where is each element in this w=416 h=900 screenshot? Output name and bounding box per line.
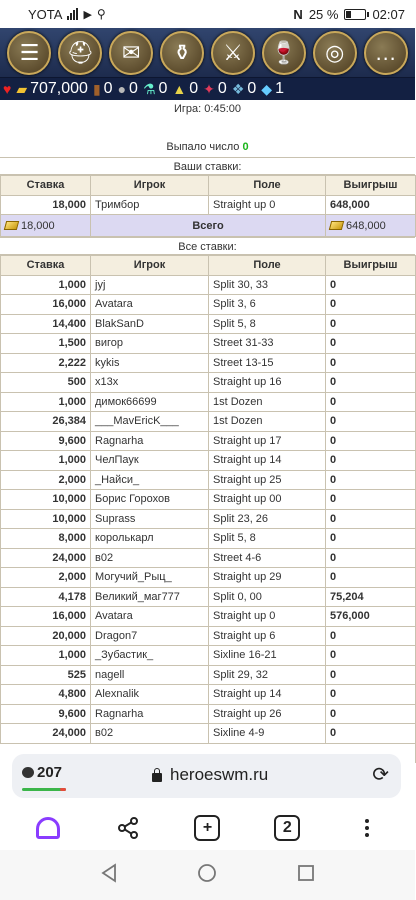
alice-icon bbox=[36, 817, 60, 839]
bet-cell: 14,400 bbox=[1, 314, 91, 334]
win-cell: 0 bbox=[326, 314, 416, 334]
bet-cell: 18,000 bbox=[1, 195, 91, 215]
player-cell[interactable]: Alexnalik bbox=[91, 685, 209, 705]
win-cell: 0 bbox=[326, 646, 416, 666]
table-header bbox=[1, 176, 416, 196]
player-cell[interactable]: ЧелПаук bbox=[91, 451, 209, 471]
player-cell[interactable]: Avatara bbox=[91, 295, 209, 315]
bet-cell: 500 bbox=[1, 373, 91, 393]
wood-icon: ▮ bbox=[92, 80, 101, 97]
diamond-amount: 1 bbox=[275, 80, 284, 97]
bet-cell: 20,000 bbox=[1, 626, 91, 646]
bet-cell: 16,000 bbox=[1, 607, 91, 627]
player-cell[interactable]: в02 bbox=[91, 724, 209, 744]
menu-icon[interactable]: ☰ bbox=[7, 31, 51, 75]
win-cell: 0 bbox=[326, 665, 416, 685]
player-cell[interactable]: Могучий_Рыц_ bbox=[91, 568, 209, 588]
roulette-results bbox=[0, 100, 415, 744]
win-cell: 0 bbox=[326, 685, 416, 705]
table-row bbox=[1, 490, 416, 510]
ore-amount: 0 bbox=[129, 80, 138, 97]
signal-icon bbox=[67, 8, 78, 20]
field-cell: Split 23, 26 bbox=[209, 509, 326, 529]
table-row bbox=[1, 704, 416, 724]
gold-icon: ▰ bbox=[16, 80, 28, 97]
crystal-amount: 0 bbox=[217, 80, 227, 97]
player-cell[interactable]: Великий_маг777 bbox=[91, 587, 209, 607]
game-menu bbox=[0, 28, 415, 78]
system-nav-bar bbox=[0, 850, 415, 900]
sulfur-icon: ▲ bbox=[172, 81, 187, 97]
total-bet bbox=[1, 215, 91, 237]
total-win bbox=[326, 215, 416, 237]
bet-cell: 8,000 bbox=[1, 529, 91, 549]
hero-icon[interactable]: ⛑ bbox=[58, 31, 102, 75]
bet-cell: 1,000 bbox=[1, 392, 91, 412]
win-cell: 0 bbox=[326, 295, 416, 315]
win-cell: 648,000 bbox=[326, 195, 416, 215]
bet-cell: 24,000 bbox=[1, 548, 91, 568]
win-cell: 0 bbox=[326, 548, 416, 568]
chat-icon[interactable]: … bbox=[364, 31, 408, 75]
resource-bar bbox=[0, 78, 415, 100]
field-cell: Street 4-6 bbox=[209, 548, 326, 568]
bet-cell: 2,000 bbox=[1, 470, 91, 490]
roulette-icon[interactable]: ◎ bbox=[313, 31, 357, 75]
table-row bbox=[1, 295, 416, 315]
share-button[interactable] bbox=[108, 808, 148, 848]
win-cell: 0 bbox=[326, 392, 416, 412]
gems-amount: 0 bbox=[247, 80, 257, 97]
total-row bbox=[1, 215, 416, 237]
col-bet: Ставка bbox=[1, 256, 91, 276]
battery-percent: 25 % bbox=[308, 6, 339, 22]
field-cell: Straight up 14 bbox=[209, 451, 326, 471]
col-win: Выигрыш bbox=[326, 176, 416, 196]
field-cell: Street 31-33 bbox=[209, 334, 326, 354]
result-label: Выпало число bbox=[166, 141, 240, 153]
win-cell: 0 bbox=[326, 724, 416, 744]
col-player: Игрок bbox=[91, 256, 209, 276]
map-icon[interactable]: ✉ bbox=[109, 31, 153, 75]
bet-cell: 9,600 bbox=[1, 431, 91, 451]
more-icon bbox=[365, 819, 369, 837]
table-row bbox=[1, 607, 416, 627]
bet-cell: 525 bbox=[1, 665, 91, 685]
player-cell[interactable]: Тримбор bbox=[91, 195, 209, 215]
player-cell[interactable]: x13x bbox=[91, 373, 209, 393]
table-header bbox=[1, 256, 416, 276]
field-cell: 1st Dozen bbox=[209, 392, 326, 412]
tab-count: 2 bbox=[274, 815, 300, 841]
alice-button[interactable] bbox=[28, 808, 68, 848]
table-row bbox=[1, 529, 416, 549]
total-win-value: 648,000 bbox=[346, 219, 386, 232]
game-time: Игра: 0:45:00 bbox=[174, 103, 241, 115]
win-cell: 576,000 bbox=[326, 607, 416, 627]
player-cell[interactable]: Борис Горохов bbox=[91, 490, 209, 510]
battery-icon bbox=[344, 9, 366, 20]
table-row bbox=[1, 314, 416, 334]
table-row bbox=[1, 373, 416, 393]
back-button[interactable] bbox=[100, 863, 118, 888]
more-menu-button[interactable] bbox=[347, 808, 387, 848]
tabs-button[interactable] bbox=[267, 808, 307, 848]
search-icon: ⚲ bbox=[96, 7, 106, 21]
clock: 02:07 bbox=[372, 6, 405, 22]
field-cell: Straight up 6 bbox=[209, 626, 326, 646]
col-field: Поле bbox=[209, 176, 326, 196]
table-row bbox=[1, 195, 416, 215]
win-cell: 0 bbox=[326, 529, 416, 549]
win-cell: 0 bbox=[326, 334, 416, 354]
player-cell[interactable]: nagell bbox=[91, 665, 209, 685]
field-cell: Split 5, 8 bbox=[209, 529, 326, 549]
crystal-icon: ✦ bbox=[203, 80, 215, 97]
bet-cell: 1,000 bbox=[1, 646, 91, 666]
win-cell: 0 bbox=[326, 353, 416, 373]
win-cell: 0 bbox=[326, 490, 416, 510]
mercury-amount: 0 bbox=[158, 80, 168, 97]
player-cell[interactable]: BlakSanD bbox=[91, 314, 209, 334]
table-row bbox=[1, 451, 416, 471]
table-row bbox=[1, 685, 416, 705]
plus-icon: + bbox=[194, 815, 220, 841]
browser-toolbar bbox=[0, 806, 415, 850]
win-cell: 75,204 bbox=[326, 587, 416, 607]
all-bets-table bbox=[0, 255, 416, 763]
col-field: Поле bbox=[209, 256, 326, 276]
load-progress bbox=[22, 788, 66, 791]
player-cell[interactable]: димок66699 bbox=[91, 392, 209, 412]
field-cell: Straight up 14 bbox=[209, 685, 326, 705]
player-cell[interactable]: вигор bbox=[91, 334, 209, 354]
browser-bar bbox=[0, 744, 415, 806]
gold-icon bbox=[329, 221, 344, 230]
player-cell[interactable]: kykis bbox=[91, 353, 209, 373]
table-row bbox=[1, 392, 416, 412]
table-row bbox=[1, 724, 416, 744]
player-cell[interactable]: Dragon7 bbox=[91, 626, 209, 646]
result-number: 0 bbox=[242, 141, 249, 153]
table-row bbox=[1, 626, 416, 646]
bet-cell: 1,000 bbox=[1, 275, 91, 295]
player-cell[interactable]: Ragnarha bbox=[91, 431, 209, 451]
table-row bbox=[1, 548, 416, 568]
win-cell: 0 bbox=[326, 373, 416, 393]
battles-icon[interactable]: ⚔ bbox=[211, 31, 255, 75]
win-cell: 0 bbox=[326, 470, 416, 490]
sulfur-amount: 0 bbox=[189, 80, 199, 97]
diamond-icon: ◆ bbox=[261, 80, 273, 97]
bet-cell: 4,800 bbox=[1, 685, 91, 705]
tavern-icon[interactable]: 🍷 bbox=[262, 31, 306, 75]
player-cell[interactable]: королькарл bbox=[91, 529, 209, 549]
all-bets-caption: Все ставки: bbox=[0, 237, 415, 255]
table-row bbox=[1, 470, 416, 490]
win-cell: 0 bbox=[326, 568, 416, 588]
gems-icon: ❖ bbox=[231, 80, 245, 97]
field-cell: Sixline 4-9 bbox=[209, 724, 326, 744]
table-row bbox=[1, 412, 416, 432]
status-bar bbox=[0, 0, 415, 28]
field-cell: Split 29, 32 bbox=[209, 665, 326, 685]
col-player: Игрок bbox=[91, 176, 209, 196]
player-cell[interactable]: Avatara bbox=[91, 607, 209, 627]
field-cell: Straight up 29 bbox=[209, 568, 326, 588]
table-row bbox=[1, 568, 416, 588]
player-cell[interactable]: Suprass bbox=[91, 509, 209, 529]
recents-icon bbox=[297, 864, 315, 882]
field-cell: Straight up 0 bbox=[209, 607, 326, 627]
col-bet: Ставка bbox=[1, 176, 91, 196]
player-cell[interactable]: _Зубастик_ bbox=[91, 646, 209, 666]
lock-icon bbox=[152, 773, 162, 782]
tabs-badge[interactable] bbox=[22, 764, 62, 781]
share-icon bbox=[116, 816, 140, 840]
bet-cell: 16,000 bbox=[1, 295, 91, 315]
your-bets-caption: Ваши ставки: bbox=[0, 157, 415, 175]
table-row bbox=[1, 431, 416, 451]
bet-cell: 10,000 bbox=[1, 509, 91, 529]
player-cell[interactable]: Ragnarha bbox=[91, 704, 209, 724]
carrier-label: YOTA bbox=[28, 6, 63, 22]
win-cell: 0 bbox=[326, 626, 416, 646]
spacer bbox=[0, 119, 415, 138]
player-cell[interactable]: _Найси_ bbox=[91, 470, 209, 490]
table-row bbox=[1, 646, 416, 666]
nfc-icon: N bbox=[293, 6, 303, 22]
mercury-icon: ⚗ bbox=[142, 80, 156, 97]
chat-bubble-icon bbox=[22, 767, 34, 778]
win-cell: 0 bbox=[326, 704, 416, 724]
win-cell: 0 bbox=[326, 431, 416, 451]
bet-cell: 4,178 bbox=[1, 587, 91, 607]
bet-cell: 24,000 bbox=[1, 724, 91, 744]
win-cell: 0 bbox=[326, 509, 416, 529]
home-icon bbox=[197, 863, 217, 883]
win-cell: 0 bbox=[326, 451, 416, 471]
field-cell: Street 13-15 bbox=[209, 353, 326, 373]
col-win: Выигрыш bbox=[326, 256, 416, 276]
table-row bbox=[1, 334, 416, 354]
recents-button[interactable] bbox=[297, 864, 315, 887]
player-cell[interactable]: jyj bbox=[91, 275, 209, 295]
table-row bbox=[1, 587, 416, 607]
field-cell: Straight up 25 bbox=[209, 470, 326, 490]
health-icon: ♥ bbox=[3, 81, 12, 97]
field-cell: 1st Dozen bbox=[209, 412, 326, 432]
field-cell: Straight up 17 bbox=[209, 431, 326, 451]
table-row bbox=[1, 509, 416, 529]
field-cell: Split 0, 00 bbox=[209, 587, 326, 607]
total-label: Всего bbox=[91, 215, 326, 237]
result-line bbox=[0, 138, 415, 157]
address-bar[interactable] bbox=[12, 754, 401, 798]
new-tab-button[interactable] bbox=[187, 808, 227, 848]
url-text: heroeswm.ru bbox=[170, 765, 269, 784]
wood-amount: 0 bbox=[103, 80, 113, 97]
home-button[interactable] bbox=[197, 863, 217, 888]
field-cell: Straight up 26 bbox=[209, 704, 326, 724]
your-bets-table bbox=[0, 175, 416, 237]
table-row bbox=[1, 275, 416, 295]
win-cell: 0 bbox=[326, 275, 416, 295]
ore-icon: ● bbox=[117, 81, 127, 97]
field-cell: Split 3, 6 bbox=[209, 295, 326, 315]
bet-cell: 2,000 bbox=[1, 568, 91, 588]
field-cell: Split 30, 33 bbox=[209, 275, 326, 295]
gold-amount: 707,000 bbox=[30, 80, 88, 97]
field-cell: Sixline 16-21 bbox=[209, 646, 326, 666]
bet-cell: 2,222 bbox=[1, 353, 91, 373]
player-cell[interactable]: в02 bbox=[91, 548, 209, 568]
bet-cell: 10,000 bbox=[1, 490, 91, 510]
field-cell: Split 5, 8 bbox=[209, 314, 326, 334]
field-cell: Straight up 00 bbox=[209, 490, 326, 510]
total-bet-value: 18,000 bbox=[21, 219, 55, 232]
player-cell[interactable]: ___MavEricK___ bbox=[91, 412, 209, 432]
field-cell: Straight up 16 bbox=[209, 373, 326, 393]
bet-cell: 26,384 bbox=[1, 412, 91, 432]
bet-cell: 1,000 bbox=[1, 451, 91, 471]
tabs-badge-count: 207 bbox=[37, 764, 63, 781]
gold-icon bbox=[4, 221, 19, 230]
table-row bbox=[1, 353, 416, 373]
reload-icon[interactable]: ⟳ bbox=[372, 764, 389, 786]
url-field[interactable] bbox=[152, 765, 268, 785]
bet-cell: 9,600 bbox=[1, 704, 91, 724]
inventory-icon[interactable]: ⚱ bbox=[160, 31, 204, 75]
win-cell: 0 bbox=[326, 412, 416, 432]
bet-cell: 1,500 bbox=[1, 334, 91, 354]
field-cell: Straight up 0 bbox=[209, 195, 326, 215]
back-icon bbox=[100, 863, 118, 883]
play-icon: ▶ bbox=[83, 8, 92, 21]
table-row bbox=[1, 665, 416, 685]
